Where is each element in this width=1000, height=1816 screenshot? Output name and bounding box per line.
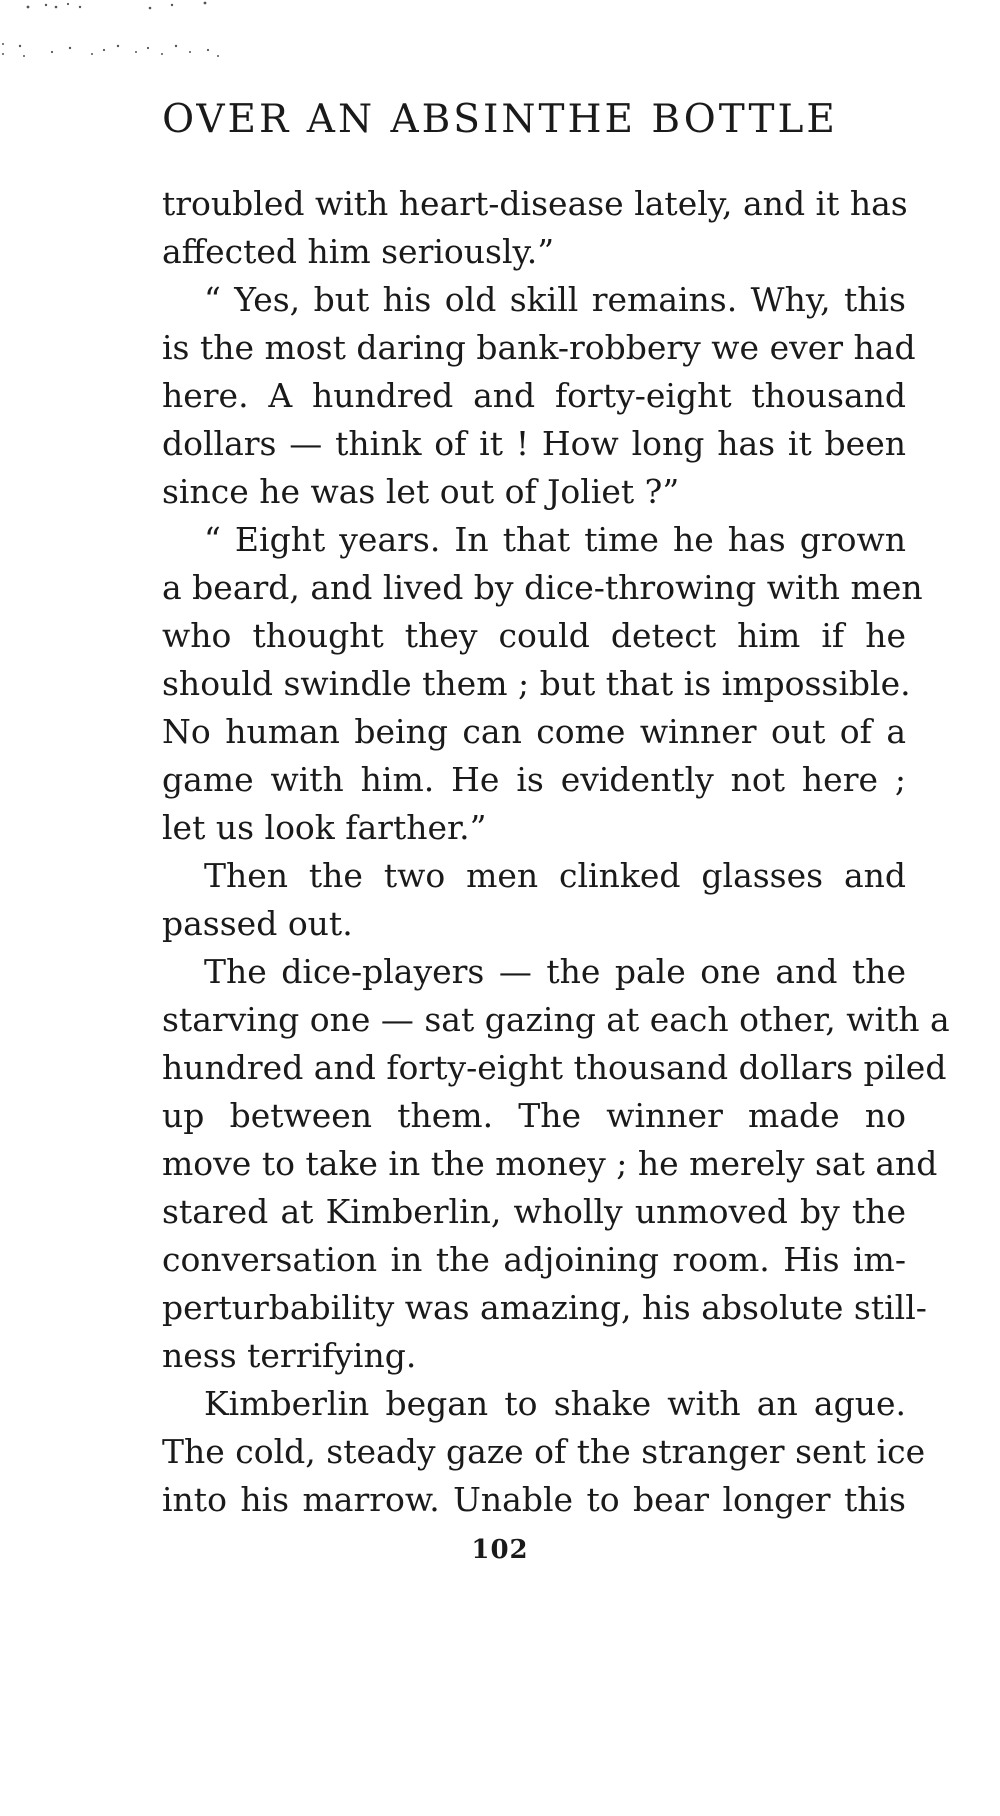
text-line: should swindle them ; but that is impossible.	[162, 664, 911, 703]
text-line: hundred and forty-eight thousand dollars piled	[162, 1048, 947, 1087]
text-line: ness terrifying.	[162, 1336, 417, 1375]
text-line: “ Eight years. In that time he has grown	[204, 520, 906, 559]
text-line: The cold, steady gaze of the stranger sent ice	[162, 1432, 926, 1471]
body-text	[162, 180, 950, 1524]
text-line: here. A hundred and forty-eight thousand	[162, 376, 906, 415]
text-line: game with him. He is evidently not here ;	[162, 760, 906, 799]
text-line: affected him seriously.”	[162, 232, 555, 271]
text-line: passed out.	[162, 904, 353, 943]
text-line: dollars — think of it ! How long has it been	[162, 424, 906, 463]
scan-specks	[0, 0, 240, 90]
text-line: Kimberlin began to shake with an ague.	[204, 1384, 906, 1423]
text-line: “ Yes, but his old skill remains. Why, this	[204, 280, 906, 319]
text-line: Then the two men clinked glasses and	[204, 856, 906, 895]
page-number: 102	[471, 1535, 529, 1565]
text-line: starving one — sat gazing at each other, with a	[162, 1000, 950, 1039]
text-line: troubled with heart-disease lately, and it has	[162, 184, 908, 223]
running-head: OVER AN ABSINTHE BOTTLE	[162, 97, 838, 142]
text-line: move to take in the money ; he merely sat and	[162, 1144, 938, 1183]
text-line: since he was let out of Joliet ?”	[162, 472, 680, 511]
text-line: who thought they could detect him if he	[162, 616, 906, 655]
text-line: The dice-players — the pale one and the	[204, 952, 906, 991]
text-line: into his marrow. Unable to bear longer this	[162, 1480, 906, 1519]
text-line: is the most daring bank-robbery we ever had	[162, 328, 916, 367]
text-line: perturbability was amazing, his absolute still-	[162, 1288, 927, 1327]
text-line: conversation in the adjoining room. His im-	[162, 1240, 906, 1279]
text-line: No human being can come winner out of a	[162, 712, 906, 751]
text-line: up between them. The winner made no	[162, 1096, 906, 1135]
text-line: stared at Kimberlin, wholly unmoved by the	[162, 1192, 906, 1231]
text-line: a beard, and lived by dice-throwing with men	[162, 568, 923, 607]
text-line: let us look farther.”	[162, 808, 487, 847]
